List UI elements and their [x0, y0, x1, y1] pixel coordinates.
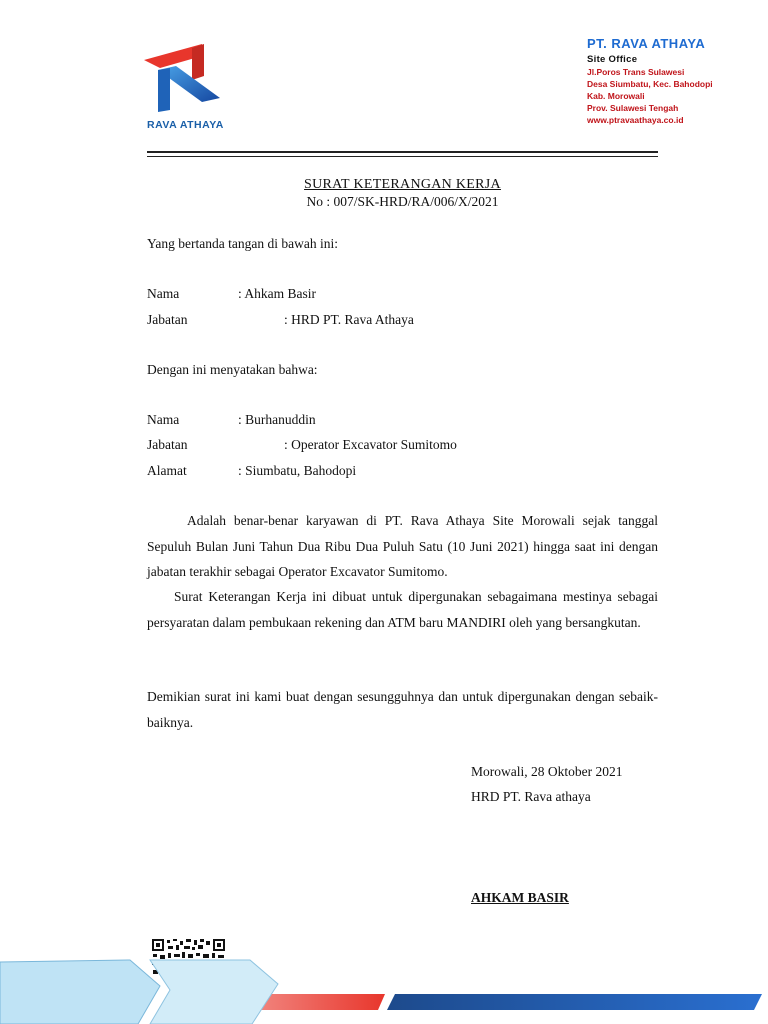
paragraph-purpose: Surat Keterangan Kerja ini dibuat untuk dipergunakan sebagaimana mestinya sebagai persyaratan dalam pembukaan rekening dan ATM baru MANDIRI oleh yang bersangkutan. — [147, 589, 658, 630]
employee-address-label: Alamat — [147, 463, 187, 478]
signatory-position-value: : HRD PT. Rava Athaya — [284, 312, 414, 327]
footer-decoration — [0, 950, 768, 1024]
company-address-block — [587, 36, 713, 126]
employee-name-label: Nama — [147, 412, 180, 427]
employee-position-label: Jabatan — [147, 437, 188, 452]
footer-arrow-right — [150, 960, 278, 1024]
statement-intro: Dengan ini menyatakan bahwa: — [147, 362, 318, 377]
site-office-label: Site Office — [587, 54, 638, 65]
signer-name: AHKAM BASIR — [471, 890, 569, 905]
signatory-name-label: Nama — [147, 286, 180, 301]
address-line: Kab. Morowali — [587, 91, 645, 101]
signatory-position-label: Jabatan — [147, 312, 188, 327]
address-line: Prov. Sulawesi Tengah — [587, 103, 679, 113]
letter-title: SURAT KETERANGAN KERJA — [304, 177, 501, 192]
address-line: Jl.Poros Trans Sulawesi — [587, 67, 685, 77]
place-date: Morowali, 28 Oktober 2021 — [471, 764, 623, 779]
employee-address-value: : Siumbatu, Bahodopi — [238, 463, 357, 478]
paragraph-closing: Demikian surat ini kami buat dengan sesungguhnya dan untuk dipergunakan dengan sebaik-baiknya. — [147, 689, 658, 730]
letter-number: No : 007/SK-HRD/RA/006/X/2021 — [306, 194, 499, 209]
header-divider-thick — [147, 151, 658, 153]
intro-text: Yang bertanda tangan di bawah ini: — [147, 236, 338, 251]
company-name: PT. RAVA ATHAYA — [587, 36, 706, 51]
paragraph-employment: Adalah benar-benar karyawan di PT. Rava Athaya Site Morowali sejak tanggal Sepuluh Bulan Juni Tahun Dua Ribu Dua Puluh Satu (10 Juni 2021) hingga saat ini dengan jabatan terakhir sebagai Operator Excavator Sumitomo. — [147, 513, 658, 579]
rava-athaya-logo-icon — [140, 40, 240, 118]
footer-navy-stripe — [387, 994, 762, 1010]
footer-arrow-left — [0, 960, 160, 1024]
sign-title: HRD PT. Rava athaya — [471, 789, 591, 804]
signatory-name-value: : Ahkam Basir — [238, 286, 316, 301]
address-line: Desa Siumbatu, Kec. Bahodopi — [587, 79, 713, 89]
website-link[interactable]: www.ptravaathaya.co.id — [587, 115, 684, 125]
employee-name-value: : Burhanuddin — [238, 412, 316, 427]
logo-text: RAVA ATHAYA — [147, 119, 224, 131]
company-logo — [140, 40, 240, 135]
header-divider-thin — [147, 156, 658, 157]
employee-position-value: : Operator Excavator Sumitomo — [284, 437, 457, 452]
